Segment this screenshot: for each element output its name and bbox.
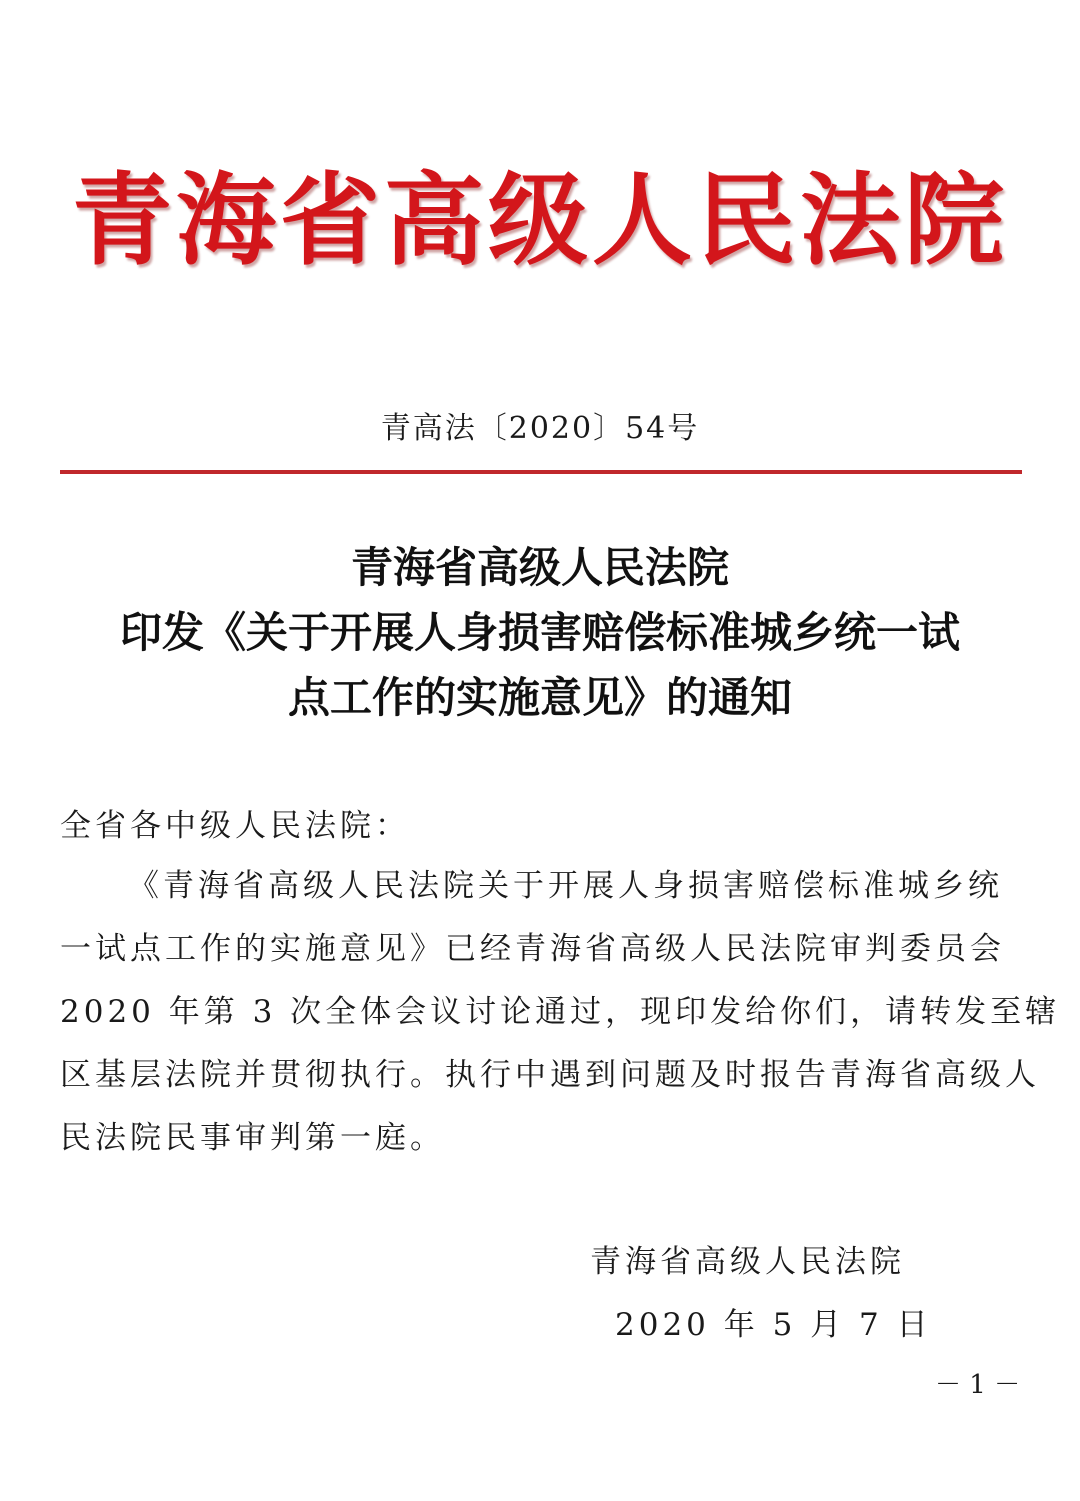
red-divider (60, 470, 1022, 474)
title-line: 点工作的实施意见》的通知 (287, 673, 792, 722)
title-line: 印发《关于开展人身损害赔偿标准城乡统一试 (119, 608, 960, 657)
body-line: 民法院民事审判第一庭。 (60, 1120, 445, 1156)
signature: 青海省高级人民法院 (590, 1244, 905, 1280)
body-line: 区基层法院并贯彻执行。执行中遇到问题及时报告青海省高级人 (60, 1057, 1040, 1093)
salutation: 全省各中级人民法院： (60, 808, 410, 844)
page-number: － 1 － (935, 1370, 1021, 1400)
date: 2020 年 5 月 7 日 (615, 1307, 932, 1343)
issuer-header: 青海省高级人民法院 (72, 162, 1008, 279)
body-line: 2020 年第 3 次全体会议讨论通过，现印发给你们，请转发至辖 (60, 994, 1061, 1030)
document-number: 青高法〔2020〕54号 (380, 411, 700, 446)
body-line: 一试点工作的实施意见》已经青海省高级人民法院审判委员会 (60, 931, 1005, 967)
body-line: 《青海省高级人民法院关于开展人身损害赔偿标准城乡统 (128, 868, 1003, 904)
title-line: 青海省高级人民法院 (350, 543, 729, 592)
